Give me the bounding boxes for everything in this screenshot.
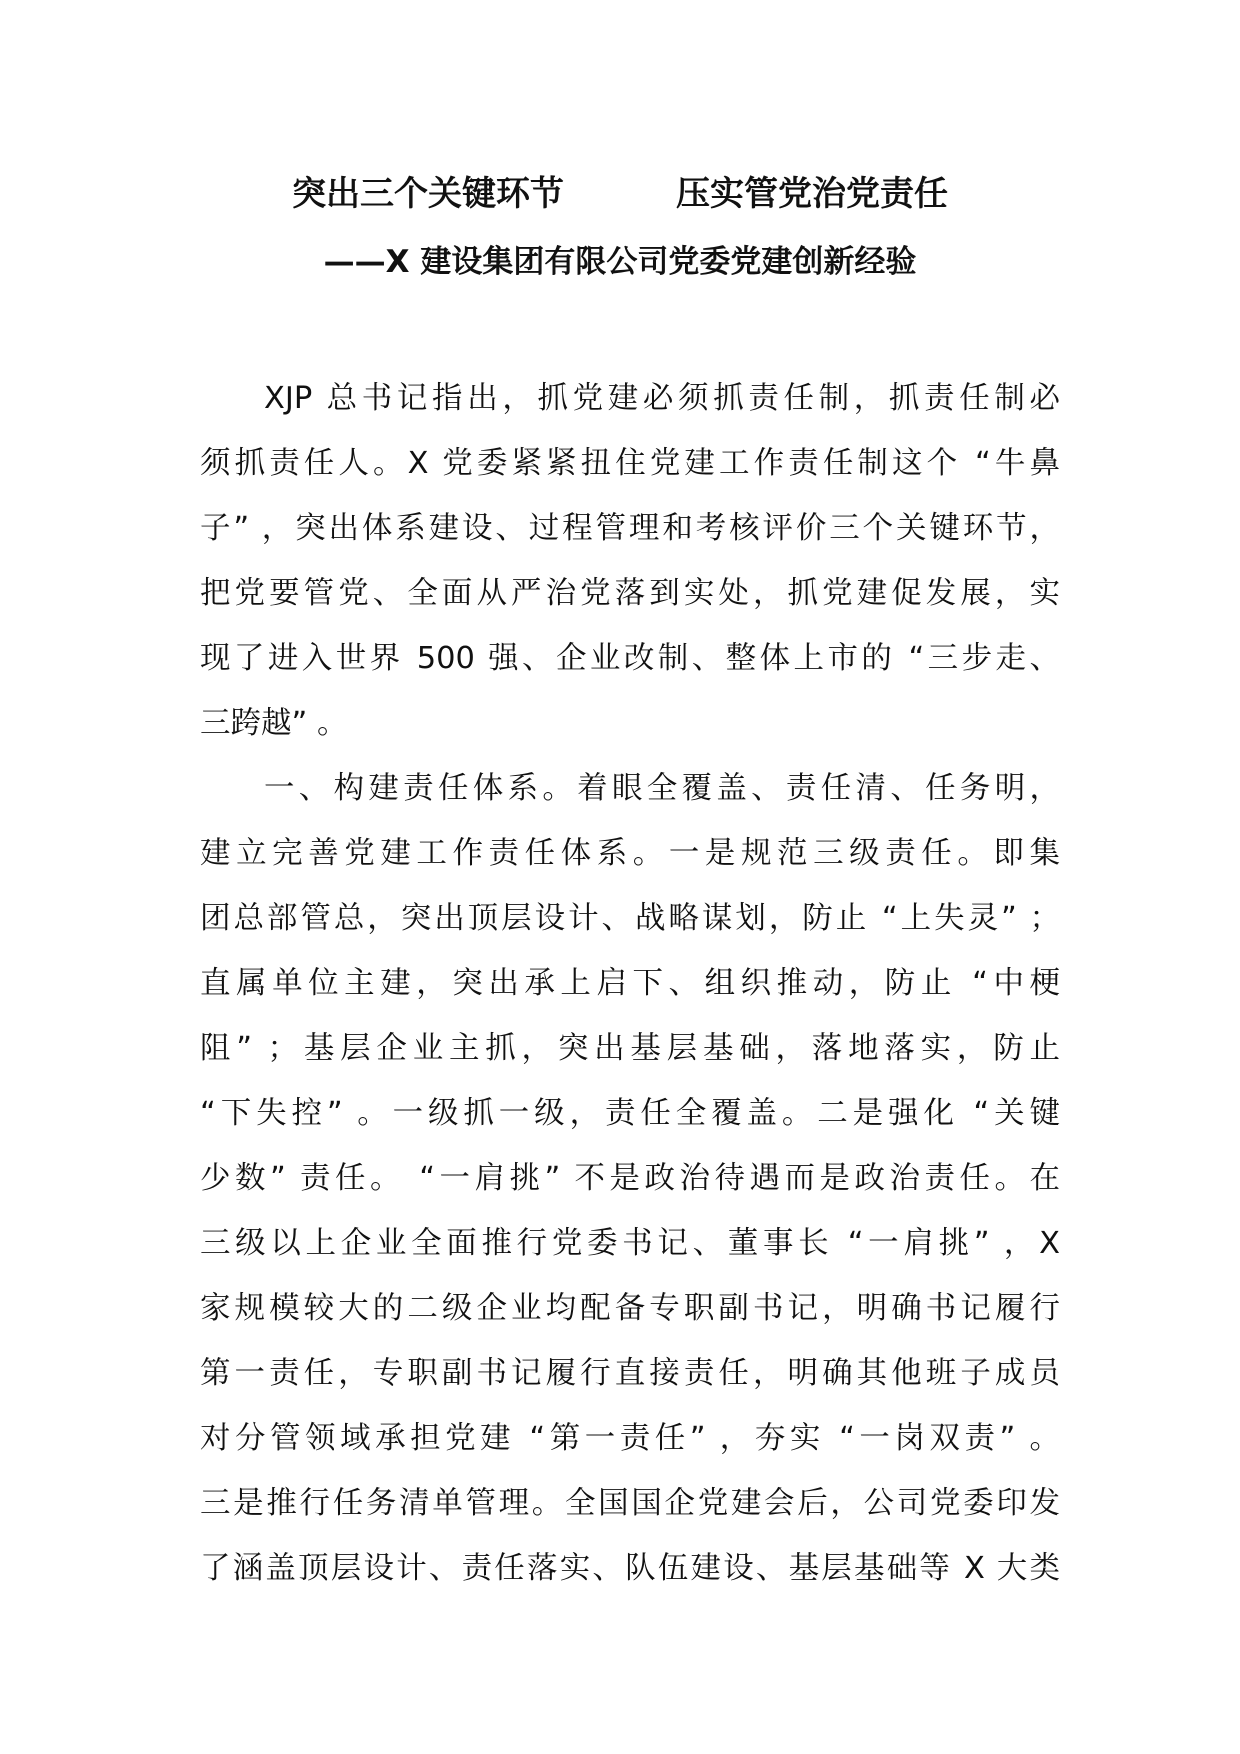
body-line: 第一责任，专职副书记履行直接责任，明确其他班子成员 <box>200 1356 1060 1391</box>
body-line: 建立完善党建工作责任体系。一是规范三级责任。即集 <box>200 836 1060 871</box>
body-line: 了涵盖顶层设计、责任落实、队伍建设、基层基础等 X 大类 <box>200 1551 1060 1586</box>
body-line: XJP 总书记指出，抓党建必须抓责任制，抓责任制必 <box>264 381 1060 416</box>
body-line: 对分管领域承担党建 “第一责任” ，夯实 “一岗双责” 。 <box>200 1421 1060 1456</box>
body-line: 须抓责任人。X 党委紧紧扭住党建工作责任制这个 “牛鼻 <box>200 446 1060 481</box>
body-line: 三级以上企业全面推行党委书记、董事长 “一肩挑” ，X <box>200 1226 1060 1261</box>
body-line: 家规模较大的二级企业均配备专职副书记，明确书记履行 <box>200 1291 1060 1326</box>
body-line: 子” ，突出体系建设、过程管理和考核评价三个关键环节， <box>200 511 1060 546</box>
body-line: 现了进入世界 500 强、企业改制、整体上市的 “三步走、 <box>200 641 1060 676</box>
document-subtitle: ——X 建设集团有限公司党委党建创新经验 <box>323 244 917 280</box>
body-line: “下失控” 。一级抓一级，责任全覆盖。二是强化 “关键 <box>200 1096 1060 1131</box>
body-line: 三是推行任务清单管理。全国国企党建会后，公司党委印发 <box>200 1486 1060 1521</box>
body-line: 少数” 责任。 “一肩挑” 不是政治待遇而是政治责任。在 <box>200 1161 1060 1196</box>
title-part-2: 压实管党治党责任 <box>676 174 948 214</box>
body-line: 阻” ；基层企业主抓，突出基层基础，落地落实，防止 <box>200 1031 1060 1066</box>
body-line: 团总部管总，突出顶层设计、战略谋划，防止 “上失灵” ； <box>200 901 1060 936</box>
body-line: 一、构建责任体系。着眼全覆盖、责任清、任务明， <box>264 771 1060 806</box>
title-part-1: 突出三个关键环节 <box>292 174 564 214</box>
document-title <box>150 172 1090 216</box>
document-body <box>200 366 1060 1601</box>
body-line: 三跨越” 。 <box>200 706 348 741</box>
body-line: 把党要管党、全面从严治党落到实处，抓党建促发展，实 <box>200 576 1060 611</box>
body-line: 直属单位主建，突出承上启下、组织推动，防止 “中梗 <box>200 966 1060 1001</box>
